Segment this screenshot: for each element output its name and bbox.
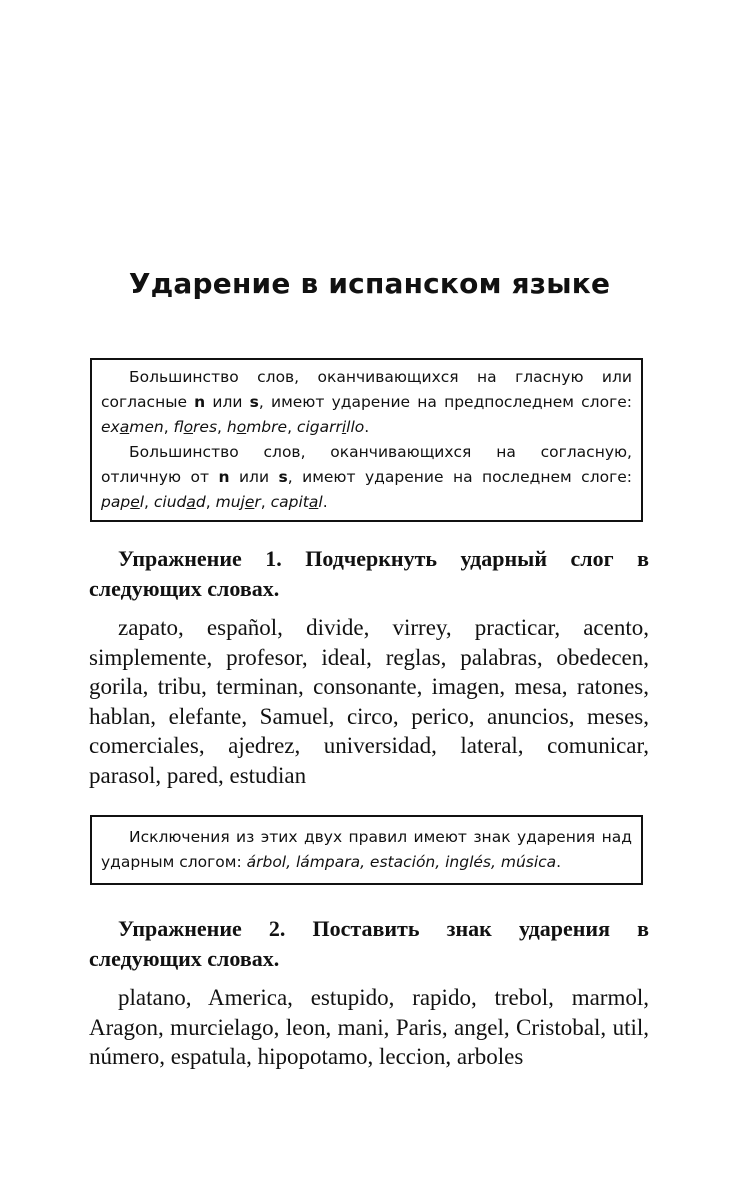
rule-text: , имеют ударение на предпоследнем слоге: bbox=[258, 393, 632, 411]
example-word: examen bbox=[101, 418, 164, 436]
letter-s: s bbox=[249, 393, 259, 411]
exercise-2-word-list: platano, America, estupido, rapido, trebol, marmol, Aragon, murcielago, leon, mani, Paris, angel, Cristobal, util, número, espatula, hipopotamo, leccion, arboles bbox=[89, 985, 649, 1069]
example-words: árbol, lámpara, estación, inglés, música bbox=[246, 853, 557, 871]
stressed-syllable: a bbox=[119, 418, 130, 436]
rule-box-exceptions bbox=[90, 815, 643, 885]
rule-paragraph-last: Большинство слов, оканчивающихся на согласную, отличную от n или s, имеют ударение на последнем слоге: papel, ciudad, mujer, capital. bbox=[101, 443, 632, 511]
rule-text: Исключения из этих двух правил имеют знак ударения над ударным слогом: bbox=[101, 828, 632, 871]
stressed-syllable: i bbox=[341, 418, 347, 436]
example-word: mujer bbox=[215, 493, 261, 511]
example-word: hombre bbox=[226, 418, 288, 436]
rule-box-stress-rules bbox=[90, 358, 643, 522]
exercise-1-word-list: zapato, español, divide, virrey, practicar, acento, simplemente, profesor, ideal, reglas, palabras, obedecen, gorila, tribu, terminan, consonante, imagen, mesa, ratones, hablan, elefante, Samuel, circo, perico, anuncios, meses, comerciales, ajedrez, universidad, lateral, comunicar, parasol, pared, estudian bbox=[89, 615, 649, 788]
exercise-1-heading: Упражнение 1. Подчеркнуть ударный слог в следующих словах. bbox=[89, 546, 649, 601]
letter-n: n bbox=[218, 468, 230, 486]
letter-n: n bbox=[194, 393, 206, 411]
rule-text: или bbox=[205, 393, 250, 411]
rule-text: , имеют ударение на последнем слоге: bbox=[287, 468, 632, 486]
rule-text: Большинство слов, оканчивающихся на гласную или согласные bbox=[101, 368, 632, 411]
rule-text: Большинство слов, оканчивающихся на согласную, отличную от bbox=[101, 443, 632, 486]
stressed-syllable: o bbox=[236, 418, 247, 436]
example-word: capital bbox=[270, 493, 323, 511]
stressed-syllable: a bbox=[308, 493, 319, 511]
example-word: papel bbox=[101, 493, 145, 511]
exceptions-paragraph: Исключения из этих двух правил имеют знак ударения над ударным слогом: árbol, lámpara, estación, inglés, música. bbox=[101, 828, 632, 871]
stressed-syllable: o bbox=[183, 418, 194, 436]
example-word: cigarrillo bbox=[296, 418, 365, 436]
stressed-syllable: e bbox=[130, 493, 140, 511]
stressed-syllable: a bbox=[186, 493, 196, 511]
letter-s: s bbox=[278, 468, 288, 486]
page-title: Ударение в испанском языке bbox=[128, 267, 611, 300]
exercise-2-heading: Упражнение 2. Поставить знак ударения в следующих словах. bbox=[89, 916, 649, 971]
example-word: flores bbox=[173, 418, 218, 436]
stressed-syllable: e bbox=[244, 493, 255, 511]
rule-text: или bbox=[229, 468, 279, 486]
example-word: ciudad bbox=[153, 493, 206, 511]
rule-paragraph-penultimate: Большинство слов, оканчивающихся на гласную или согласные n или s, имеют ударение на предпоследнем слоге: examen, flores, hombre, cigarrillo. bbox=[101, 368, 632, 436]
